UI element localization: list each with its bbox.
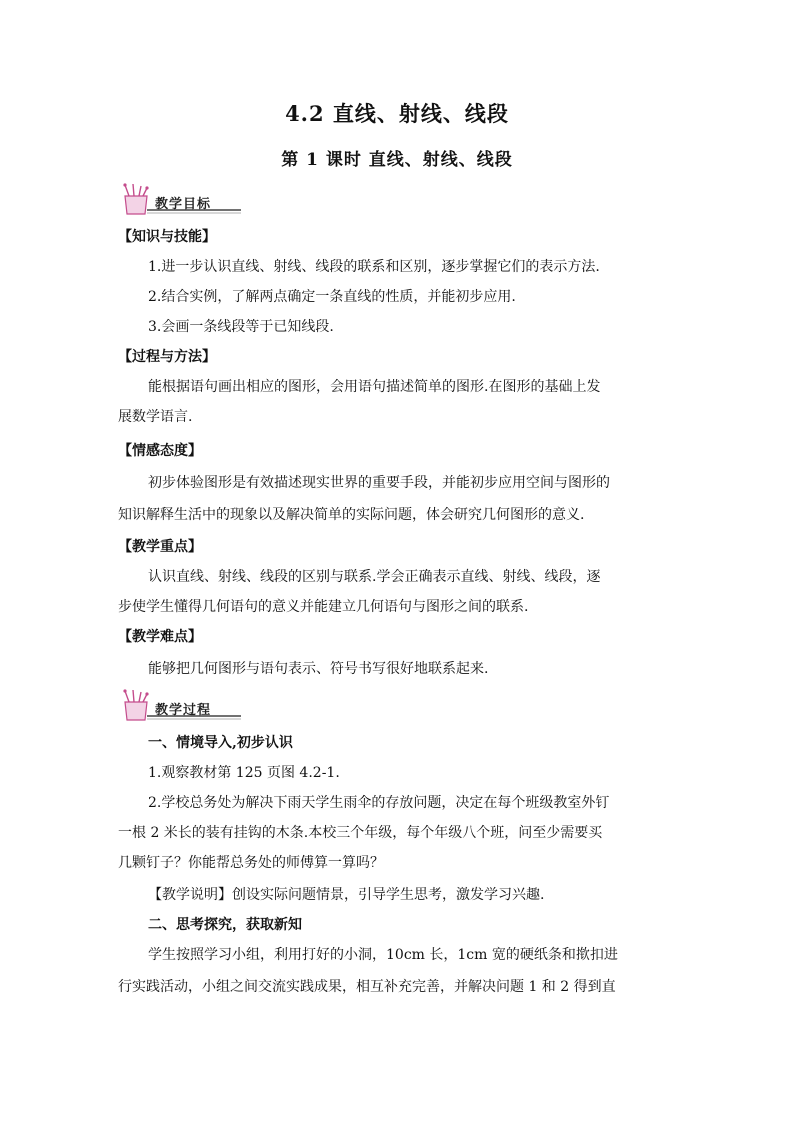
heading-intro: 一、情境导入,初步认识 (148, 735, 293, 751)
paragraph-line: 1.进一步认识直线、射线、线段的联系和区别，逐步掌握它们的表示方法. (148, 259, 600, 275)
paragraph-line: 初步体验图形是有效描述现实世界的重要手段，并能初步应用空间与图形的 (148, 475, 610, 491)
heading-attitude: 【情感态度】 (118, 443, 202, 459)
paragraph-line: 认识直线、射线、线段的区别与联系.学会正确表示直线、射线、线段，逐 (148, 569, 601, 585)
paragraph-line: 2.结合实例，了解两点确定一条直线的性质，并能初步应用. (148, 289, 516, 305)
paragraph-line: 能够把几何图形与语句表示、符号书写很好地联系起来. (148, 661, 489, 677)
paragraph-line: 知识解释生活中的现象以及解决简单的实际问题，体会研究几何图形的意义. (118, 507, 585, 523)
section-header-label: 教学过程 (155, 703, 212, 718)
heading-knowledge-skills: 【知识与技能】 (118, 229, 216, 245)
paragraph-line: 学生按照学习小组，利用打好的小洞，10cm 长，1cm 宽的硬纸条和揿扣进 (148, 947, 618, 963)
paragraph-line: 行实践活动，小组之间交流实践成果，相互补充完善，并解决问题 1 和 2 得到直 (118, 979, 616, 995)
heading-process-method: 【过程与方法】 (118, 349, 216, 365)
heading-difficulties: 【教学难点】 (118, 629, 202, 645)
paragraph-line: 1.观察教材第 125 页图 4.2-1. (148, 765, 340, 781)
teaching-note: 【教学说明】创设实际问题情景，引导学生思考，激发学习兴趣. (148, 887, 545, 903)
paragraph-line: 2.学校总务处为解决下雨天学生雨伞的存放问题，决定在每个班级教室外钉 (148, 795, 610, 811)
paragraph-line: 步使学生懂得几何语句的意义并能建立几何语句与图形之间的联系. (118, 599, 529, 615)
section-header-objectives (117, 182, 247, 222)
section-title: 4.2 直线、射线、线段 (285, 101, 509, 126)
paragraph-line: 几颗钉子？你能帮总务处的师傅算一算吗？ (118, 855, 384, 871)
paragraph-line: 展数学语言. (118, 409, 193, 425)
heading-explore: 二、思考探究，获取新知 (148, 917, 302, 933)
paragraph-line: 3.会画一条线段等于已知线段. (148, 319, 334, 335)
heading-key-points: 【教学重点】 (118, 539, 202, 555)
lesson-subtitle: 第 1 课时 直线、射线、线段 (281, 150, 513, 170)
section-header-label: 教学目标 (155, 197, 212, 212)
section-header-process (117, 688, 247, 728)
paragraph-line: 一根 2 米长的装有挂钩的木条.本校三个年级，每个年级八个班，问至少需要买 (118, 825, 603, 841)
paragraph-line: 能根据语句画出相应的图形，会用语句描述简单的图形.在图形的基础上发 (148, 379, 601, 395)
